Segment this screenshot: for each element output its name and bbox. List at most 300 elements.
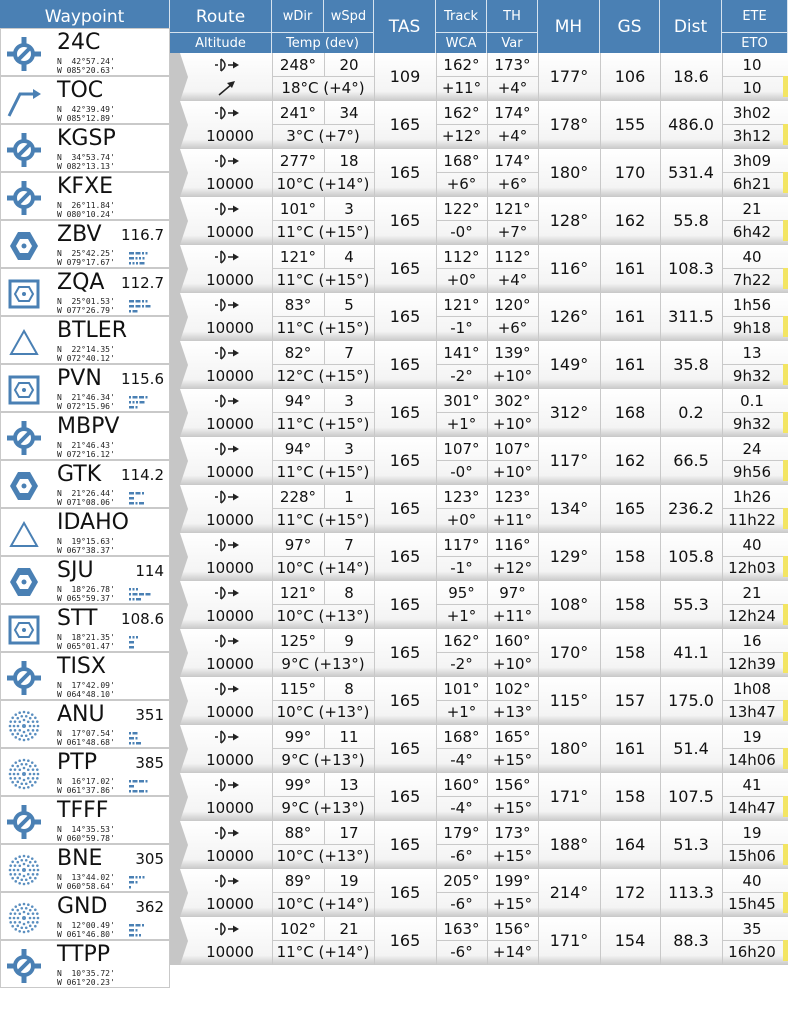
leg-true-heading: 116° — [494, 536, 531, 554]
leg-temperature: 10°C (+14°) — [276, 895, 370, 913]
leg-wind-speed: 21 — [339, 920, 359, 938]
leg-temperature: 9°C (+13°) — [281, 799, 365, 817]
vor-dme-icon — [7, 613, 41, 647]
leg-magnetic-heading: 149° — [549, 355, 589, 374]
leg-wind-direction: 101° — [279, 200, 317, 218]
waypoint-row[interactable] — [0, 844, 170, 892]
leg-temperature: 10°C (+14°) — [276, 559, 370, 577]
leg-ground-speed: 158 — [614, 595, 646, 614]
leg-eto: 12h03 — [728, 559, 776, 577]
waypoint-row[interactable] — [0, 316, 170, 364]
leg-ete: 1h56 — [732, 296, 772, 314]
waypoint-row[interactable] — [0, 412, 170, 460]
leg-magnetic-heading: 214° — [549, 883, 589, 902]
header-eto: ETO — [722, 33, 788, 53]
waypoint-frequency: 305 — [135, 850, 164, 868]
waypoint-ident: STT — [57, 606, 98, 631]
waypoint-row[interactable] — [0, 220, 170, 268]
leg-wca: -1° — [450, 559, 473, 577]
waypoint-ident: 24C — [57, 30, 101, 55]
leg-chevron-icon — [170, 581, 188, 629]
top-of-climb-icon — [7, 85, 41, 119]
leg-tas: 165 — [389, 211, 421, 230]
climb-arrow-icon — [217, 79, 237, 97]
waypoint-row[interactable] — [0, 748, 170, 796]
leg-magnetic-heading: 312° — [549, 403, 589, 422]
leg-altitude: 10000 — [206, 799, 254, 817]
leg-wind-direction: 115° — [279, 680, 317, 698]
leg-chevron-icon — [170, 437, 188, 485]
waypoint-row[interactable] — [0, 892, 170, 940]
leg-true-heading: 107° — [494, 440, 531, 458]
waypoint-ident: ZQA — [57, 270, 105, 295]
leg-wca: -4° — [450, 799, 473, 817]
leg-row[interactable] — [170, 677, 788, 725]
vortac-icon — [7, 565, 41, 599]
eto-marker — [783, 892, 788, 913]
waypoint-frequency: 112.7 — [121, 274, 164, 292]
leg-eto: 9h18 — [732, 319, 772, 337]
leg-tas: 165 — [389, 547, 421, 566]
leg-track: 160° — [443, 776, 480, 794]
leg-track: 121° — [443, 296, 480, 314]
leg-ground-speed: 157 — [614, 691, 646, 710]
waypoint-ident: PTP — [57, 750, 97, 775]
leg-distance: 55.3 — [673, 595, 709, 614]
waypoint-row[interactable] — [0, 940, 170, 988]
leg-ete: 40 — [742, 536, 762, 554]
eto-marker — [783, 844, 788, 865]
leg-wind-speed: 34 — [339, 104, 359, 122]
waypoint-latitude: N 17°42.09' — [57, 681, 115, 690]
leg-temperature: 11°C (+15°) — [276, 463, 370, 481]
waypoint-longitude: W 077°26.79' — [57, 306, 115, 315]
eto-marker — [783, 124, 788, 145]
waypoint-latitude: N 14°35.53' — [57, 825, 115, 834]
leg-row[interactable] — [170, 341, 788, 389]
waypoint-row[interactable] — [0, 28, 170, 76]
leg-variation: +14° — [492, 943, 533, 961]
leg-distance: 531.4 — [668, 163, 714, 182]
leg-true-heading: 139° — [494, 344, 531, 362]
leg-ground-speed: 162 — [614, 451, 646, 470]
eto-marker — [783, 940, 788, 961]
ndb-icon — [7, 853, 41, 887]
waypoint-frequency: 114 — [135, 562, 164, 580]
direct-to-icon — [214, 777, 240, 793]
leg-wind-speed: 3 — [344, 200, 354, 218]
leg-row[interactable] — [170, 821, 788, 869]
leg-wca: +0° — [446, 511, 477, 529]
leg-wind-speed: 4 — [344, 248, 354, 266]
leg-temperature: 10°C (+13°) — [276, 607, 370, 625]
leg-ground-speed: 158 — [614, 643, 646, 662]
leg-wind-direction: 125° — [279, 632, 317, 650]
waypoint-row[interactable] — [0, 364, 170, 412]
leg-variation: +15° — [492, 751, 533, 769]
leg-altitude: 10000 — [206, 559, 254, 577]
leg-wind-direction: 83° — [284, 296, 312, 314]
waypoint-ident: KFXE — [57, 174, 114, 199]
leg-row[interactable] — [170, 245, 788, 293]
header-temp: Temp (dev) — [272, 33, 374, 53]
leg-chevron-icon — [170, 677, 188, 725]
waypoint-longitude: W 072°16.12' — [57, 450, 115, 459]
leg-wca: +1° — [446, 415, 477, 433]
waypoint-row[interactable] — [0, 508, 170, 556]
leg-eto: 10 — [742, 79, 762, 97]
header-th: TH — [487, 0, 538, 33]
leg-distance: 113.3 — [668, 883, 714, 902]
leg-variation: +10° — [492, 655, 533, 673]
waypoint-frequency: 115.6 — [121, 370, 164, 388]
waypoint-latitude: N 19°15.63' — [57, 537, 115, 546]
leg-track: 179° — [443, 824, 480, 842]
leg-distance: 66.5 — [673, 451, 709, 470]
leg-true-heading: 120° — [494, 296, 531, 314]
leg-distance: 35.8 — [673, 355, 709, 374]
leg-row[interactable] — [170, 869, 788, 917]
leg-chevron-icon — [170, 821, 188, 869]
waypoint-latitude: N 17°07.54' — [57, 729, 115, 738]
leg-ground-speed: 164 — [614, 835, 646, 854]
leg-wind-direction: 228° — [279, 488, 317, 506]
leg-altitude: 10000 — [206, 415, 254, 433]
waypoint-row[interactable] — [0, 172, 170, 220]
leg-row[interactable] — [170, 629, 788, 677]
leg-track: 101° — [443, 680, 480, 698]
leg-ground-speed: 161 — [614, 355, 646, 374]
morse-ident-icon — [129, 587, 165, 603]
leg-variation: +6° — [497, 175, 528, 193]
eto-marker — [783, 652, 788, 673]
leg-wca: +1° — [446, 703, 477, 721]
leg-distance: 175.0 — [668, 691, 714, 710]
leg-track: 168° — [443, 728, 480, 746]
waypoint-row[interactable] — [0, 556, 170, 604]
leg-true-heading: 302° — [494, 392, 531, 410]
waypoint-frequency: 385 — [135, 754, 164, 772]
leg-true-heading: 156° — [494, 776, 531, 794]
leg-altitude: 10000 — [206, 223, 254, 241]
leg-altitude: 10000 — [206, 367, 254, 385]
waypoint-row[interactable] — [0, 652, 170, 700]
waypoint-latitude: N 10°35.72' — [57, 969, 115, 978]
leg-wca: -1° — [450, 319, 473, 337]
leg-tas: 165 — [389, 163, 421, 182]
waypoint-ident: GND — [57, 894, 108, 919]
ndb-icon — [7, 757, 41, 791]
leg-wca: +11° — [441, 79, 482, 97]
leg-row[interactable] — [170, 773, 788, 821]
leg-ete: 19 — [742, 728, 762, 746]
waypoint-latitude: N 42°39.49' — [57, 105, 115, 114]
leg-altitude: 10000 — [206, 895, 254, 913]
leg-magnetic-heading: 170° — [549, 643, 589, 662]
leg-wca: -2° — [450, 367, 473, 385]
leg-altitude: 10000 — [206, 511, 254, 529]
leg-distance: 486.0 — [668, 115, 714, 134]
leg-distance: 41.1 — [673, 643, 709, 662]
leg-track: 112° — [443, 248, 480, 266]
leg-ground-speed: 155 — [614, 115, 646, 134]
waypoint-frequency: 362 — [135, 898, 164, 916]
leg-row[interactable] — [170, 485, 788, 533]
leg-chevron-icon — [170, 149, 188, 197]
waypoint-latitude: N 21°26.44' — [57, 489, 115, 498]
leg-row[interactable] — [170, 533, 788, 581]
leg-track: 205° — [443, 872, 480, 890]
eto-marker — [783, 796, 788, 817]
leg-altitude: 10000 — [206, 751, 254, 769]
header-route: Route — [170, 0, 272, 33]
leg-wind-direction: 277° — [279, 152, 317, 170]
direct-to-icon — [214, 825, 240, 841]
leg-distance: 55.8 — [673, 211, 709, 230]
leg-wind-direction: 88° — [284, 824, 312, 842]
leg-wind-speed: 19 — [339, 872, 359, 890]
waypoint-ident: ANU — [57, 702, 105, 727]
leg-temperature: 11°C (+15°) — [276, 415, 370, 433]
leg-eto: 9h56 — [732, 463, 772, 481]
leg-wind-direction: 248° — [279, 56, 317, 74]
leg-variation: +10° — [492, 367, 533, 385]
leg-eto: 7h22 — [732, 271, 772, 289]
eto-marker — [783, 556, 788, 577]
leg-chevron-icon — [170, 197, 188, 245]
header-wspd: wSpd — [324, 0, 374, 33]
airport-icon — [7, 37, 41, 71]
leg-eto: 3h12 — [732, 127, 772, 145]
leg-magnetic-heading: 180° — [549, 163, 589, 182]
leg-row[interactable] — [170, 53, 788, 101]
leg-row[interactable] — [170, 197, 788, 245]
leg-tas: 165 — [389, 307, 421, 326]
leg-tas: 165 — [389, 499, 421, 518]
leg-ground-speed: 158 — [614, 787, 646, 806]
waypoint-longitude: W 065°59.37' — [57, 594, 115, 603]
leg-wind-speed: 7 — [344, 536, 354, 554]
waypoint-row[interactable] — [0, 796, 170, 844]
leg-temperature: 11°C (+14°) — [276, 943, 370, 961]
leg-variation: +12° — [492, 559, 533, 577]
ndb-icon — [7, 709, 41, 743]
leg-tas: 165 — [389, 739, 421, 758]
waypoint-latitude: N 34°53.74' — [57, 153, 115, 162]
header-ete: ETE — [722, 0, 788, 33]
leg-distance: 311.5 — [668, 307, 714, 326]
leg-row[interactable] — [170, 581, 788, 629]
leg-eto: 15h06 — [728, 847, 776, 865]
leg-track: 162° — [443, 632, 480, 650]
eto-marker — [783, 364, 788, 385]
leg-wca: +1° — [446, 607, 477, 625]
leg-wind-direction: 94° — [284, 440, 312, 458]
leg-tas: 165 — [389, 691, 421, 710]
eto-marker — [783, 268, 788, 289]
leg-row[interactable] — [170, 725, 788, 773]
leg-variation: +11° — [492, 511, 533, 529]
header-tas: TAS — [374, 0, 436, 53]
leg-variation: +15° — [492, 799, 533, 817]
leg-temperature: 11°C (+15°) — [276, 223, 370, 241]
leg-wind-speed: 5 — [344, 296, 354, 314]
leg-tas: 165 — [389, 595, 421, 614]
eto-marker — [783, 172, 788, 193]
leg-tas: 109 — [389, 67, 421, 86]
leg-eto: 6h42 — [732, 223, 772, 241]
leg-row[interactable] — [170, 389, 788, 437]
leg-chevron-icon — [170, 53, 188, 101]
waypoint-latitude: N 16°17.02' — [57, 777, 115, 786]
leg-true-heading: 174° — [494, 104, 531, 122]
leg-ground-speed: 154 — [614, 931, 646, 950]
leg-chevron-icon — [170, 341, 188, 389]
leg-ete: 1h26 — [732, 488, 772, 506]
ndb-icon — [7, 901, 41, 935]
leg-ete: 35 — [742, 920, 762, 938]
leg-true-heading: 97° — [499, 584, 526, 602]
leg-row[interactable] — [170, 293, 788, 341]
waypoint-ident: KGSP — [57, 126, 116, 151]
fix-icon — [7, 325, 41, 359]
waypoint-ident: IDAHO — [57, 510, 129, 535]
waypoint-latitude: N 25°01.53' — [57, 297, 115, 306]
leg-eto: 12h24 — [728, 607, 776, 625]
direct-to-icon — [214, 537, 240, 553]
leg-ete: 24 — [742, 440, 762, 458]
leg-wind-direction: 97° — [284, 536, 312, 554]
waypoint-ident: TFFF — [57, 798, 109, 823]
leg-magnetic-heading: 108° — [549, 595, 589, 614]
leg-wca: -0° — [450, 463, 473, 481]
leg-wind-direction: 102° — [279, 920, 317, 938]
leg-distance: 108.3 — [668, 259, 714, 278]
leg-track: 117° — [443, 536, 480, 554]
waypoint-ident: GTK — [57, 462, 102, 487]
leg-tas: 165 — [389, 451, 421, 470]
leg-track: 123° — [443, 488, 480, 506]
airport-icon — [7, 949, 41, 983]
leg-true-heading: 123° — [494, 488, 531, 506]
leg-wind-speed: 8 — [344, 680, 354, 698]
leg-wind-direction: 99° — [284, 728, 312, 746]
leg-chevron-icon — [170, 773, 188, 821]
leg-magnetic-heading: 116° — [549, 259, 589, 278]
waypoint-ident: TISX — [57, 654, 106, 679]
leg-true-heading: 165° — [494, 728, 531, 746]
leg-eto: 12h39 — [728, 655, 776, 673]
leg-wind-direction: 89° — [284, 872, 312, 890]
direct-to-icon — [214, 873, 240, 889]
leg-ete: 40 — [742, 248, 762, 266]
leg-wind-speed: 7 — [344, 344, 354, 362]
leg-track: 122° — [443, 200, 480, 218]
waypoint-ident: ZBV — [57, 222, 102, 247]
leg-altitude: 10000 — [206, 463, 254, 481]
leg-ground-speed: 162 — [614, 211, 646, 230]
waypoint-longitude: W 071°08.06' — [57, 498, 115, 507]
leg-magnetic-heading: 117° — [549, 451, 589, 470]
leg-eto: 13h47 — [728, 703, 776, 721]
waypoint-row[interactable] — [0, 604, 170, 652]
direct-to-icon — [214, 201, 240, 217]
leg-variation: +7° — [497, 223, 528, 241]
waypoint-row[interactable] — [0, 268, 170, 316]
leg-variation: +4° — [497, 79, 528, 97]
morse-ident-icon — [129, 635, 165, 651]
direct-to-icon — [214, 153, 240, 169]
leg-altitude: 10000 — [206, 607, 254, 625]
leg-wind-direction: 94° — [284, 392, 312, 410]
leg-tas: 165 — [389, 115, 421, 134]
waypoint-row[interactable] — [0, 124, 170, 172]
leg-row[interactable] — [170, 437, 788, 485]
leg-eto: 6h21 — [732, 175, 772, 193]
leg-ete: 13 — [742, 344, 762, 362]
leg-tas: 165 — [389, 835, 421, 854]
leg-altitude: 10000 — [206, 319, 254, 337]
vor-dme-icon — [7, 277, 41, 311]
header-mh: MH — [538, 0, 600, 53]
waypoint-row[interactable] — [0, 700, 170, 748]
leg-row[interactable] — [170, 917, 788, 965]
waypoint-row[interactable] — [0, 76, 170, 124]
leg-temperature: 11°C (+15°) — [276, 271, 370, 289]
header-wdir: wDir — [272, 0, 324, 33]
waypoint-longitude: W 085°20.63' — [57, 66, 115, 75]
leg-row[interactable] — [170, 149, 788, 197]
leg-tas: 165 — [389, 259, 421, 278]
waypoint-latitude: N 21°46.34' — [57, 393, 115, 402]
eto-marker — [783, 220, 788, 241]
leg-magnetic-heading: 180° — [549, 739, 589, 758]
leg-ground-speed: 161 — [614, 259, 646, 278]
direct-to-icon — [214, 105, 240, 121]
leg-row[interactable] — [170, 101, 788, 149]
airport-icon — [7, 421, 41, 455]
leg-magnetic-heading: 126° — [549, 307, 589, 326]
leg-temperature: 10°C (+14°) — [276, 175, 370, 193]
leg-tas: 165 — [389, 643, 421, 662]
direct-to-icon — [214, 57, 240, 73]
leg-wind-speed: 11 — [339, 728, 359, 746]
leg-magnetic-heading: 178° — [549, 115, 589, 134]
leg-chevron-icon — [170, 533, 188, 581]
morse-ident-icon — [129, 923, 165, 939]
leg-true-heading: 156° — [494, 920, 531, 938]
leg-distance: 0.2 — [678, 403, 704, 422]
waypoint-ident: BTLER — [57, 318, 127, 343]
waypoint-longitude: W 061°20.23' — [57, 978, 115, 987]
leg-chevron-icon — [170, 485, 188, 533]
leg-distance: 51.3 — [673, 835, 709, 854]
leg-magnetic-heading: 115° — [549, 691, 589, 710]
waypoint-longitude: W 061°46.80' — [57, 930, 115, 939]
airport-icon — [7, 181, 41, 215]
vortac-icon — [7, 469, 41, 503]
waypoint-row[interactable] — [0, 460, 170, 508]
leg-tas: 165 — [389, 931, 421, 950]
leg-ete: 19 — [742, 824, 762, 842]
airport-icon — [7, 805, 41, 839]
waypoint-frequency: 114.2 — [121, 466, 164, 484]
leg-distance: 236.2 — [668, 499, 714, 518]
leg-eto: 14h06 — [728, 751, 776, 769]
leg-wind-direction: 241° — [279, 104, 317, 122]
morse-ident-icon — [129, 731, 165, 747]
eto-marker — [783, 460, 788, 481]
